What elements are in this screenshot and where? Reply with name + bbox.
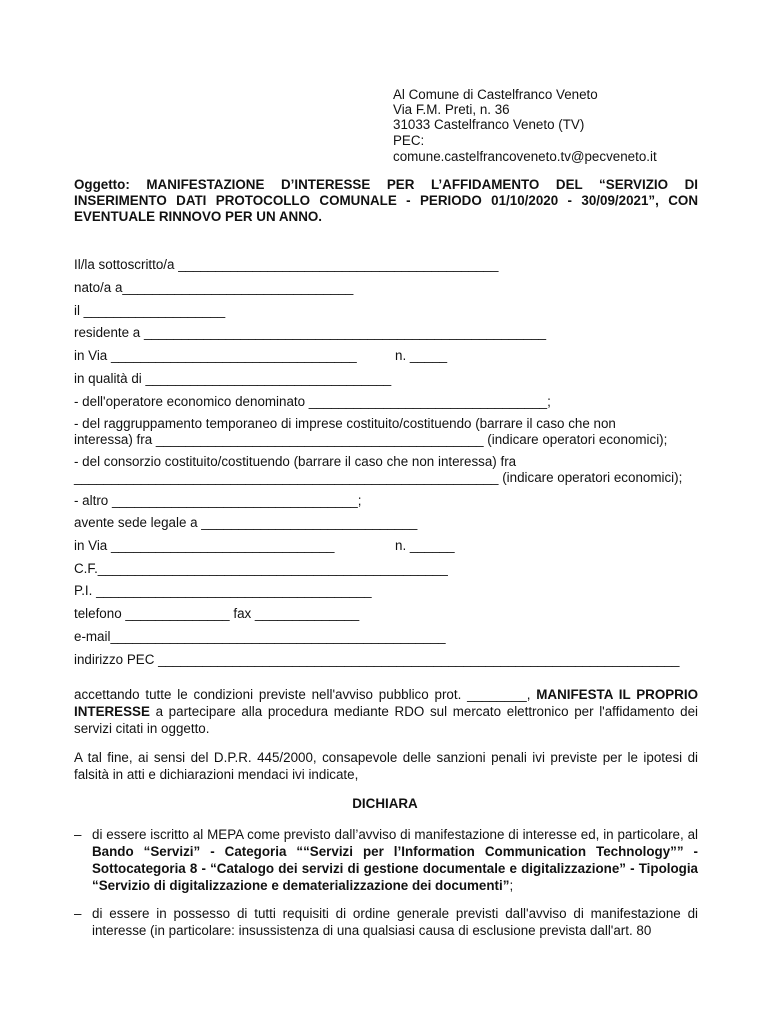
paragraph-a-tal-fine: A tal fine, ai sensi del D.P.R. 445/2000, consapevole delle sanzioni penali ivi previste per le ipotesi di falsità in atti e dichiarazioni mendaci ivi indicate, — [74, 750, 698, 782]
field-sede-legale: avente sede legale a _____________________________ — [74, 515, 418, 530]
field-nato: nato/a a_______________________________ — [74, 280, 354, 295]
subject-line-3: EVENTUALE RINNOVO PER UN ANNO. — [74, 209, 322, 224]
subject-line-1: Oggetto: MANIFESTAZIONE D’INTERESSE PER L’AFFIDAMENTO DEL “SERVIZIO DI — [74, 177, 698, 192]
field-qualita: in qualità di _________________________________ — [74, 371, 392, 386]
field-numero-1: n. _____ — [395, 348, 448, 363]
field-raggruppamento-2: interessa) fra ____________________________________________ (indicare operatori economici); — [74, 432, 668, 447]
accettando-text-a: accettando tutte le condizioni previste nell'avviso pubblico prot. ________, — [74, 687, 537, 702]
recipient-line-4: PEC: — [393, 133, 425, 148]
field-via-1: in Via _________________________________ — [74, 348, 357, 363]
field-partita-iva: P.I. _____________________________________ — [74, 583, 372, 598]
field-residente: residente a ______________________________________________________ — [74, 325, 547, 340]
recipient-line-5: comune.castelfrancoveneto.tv@pecveneto.it — [393, 149, 657, 164]
heading-dichiara: DICHIARA — [352, 796, 418, 811]
bullet-2: di essere in possesso di tutti requisiti di ordine generale previsti dall'avviso di manifestazione di interesse (in particolare: insussistenza di una qualsiasi causa di esclusione prevista dall'art. 80 — [92, 906, 698, 938]
paragraph-accettando — [74, 686, 698, 737]
field-il: il ___________________ — [74, 303, 226, 318]
field-consorzio-1: - del consorzio costituito/costituendo (barrare il caso che non interessa) fra — [74, 454, 517, 469]
field-altro: - altro _________________________________; — [74, 493, 362, 508]
bullet-1-text-c: ; — [509, 878, 514, 893]
bullet-1-bando: Bando “Servizi” - Categoria ““Servizi per l’Information Communication Technology”” - Sottocategoria 8 - “Catalogo dei servizi di gestione documentale e digitalizzazione” - Tipologia “Servizio di digitalizzazione e dematerializzazione dei documenti” — [92, 844, 698, 893]
field-telefono-fax: telefono ______________ fax ______________ — [74, 606, 360, 621]
field-codice-fiscale: C.F._______________________________________________ — [74, 561, 448, 576]
field-pec: indirizzo PEC ______________________________________________________________________ — [74, 652, 680, 667]
accettando-text-b: a partecipare alla procedura mediante RDO sul mercato elettronico per l'affidamento dei servizi citati in oggetto. — [74, 704, 698, 736]
bullet-1 — [92, 826, 698, 894]
recipient-line-2: Via F.M. Preti, n. 36 — [393, 102, 510, 117]
bullet-dash-1: – — [74, 827, 82, 842]
field-consorzio-2: _________________________________________________________ (indicare operatori economici); — [74, 470, 683, 485]
field-via-2: in Via ______________________________ — [74, 538, 335, 553]
subject-line-2: INSERIMENTO DATI PROTOCOLLO COMUNALE - PERIODO 01/10/2020 - 30/09/2021”, CON — [74, 193, 698, 208]
field-numero-2: n. ______ — [395, 538, 455, 553]
field-email: e-mail_____________________________________________ — [74, 629, 446, 644]
recipient-line-3: 31033 Castelfranco Veneto (TV) — [393, 117, 585, 132]
bullet-dash-2: – — [74, 906, 82, 921]
recipient-line-1: Al Comune di Castelfranco Veneto — [393, 87, 598, 102]
field-sottoscritto: Il/la sottoscritto/a ___________________________________________ — [74, 257, 499, 272]
field-operatore: - dell'operatore economico denominato ________________________________; — [74, 394, 551, 409]
bullet-1-text-a: di essere iscritto al MEPA come previsto dall’avviso di manifestazione di interesse ed, in particolare, al — [92, 827, 698, 842]
field-raggruppamento-1: - del raggruppamento temporaneo di imprese costituito/costituendo (barrare il caso che non — [74, 416, 616, 431]
manifesta-interesse: MANIFESTA IL PROPRIO INTERESSE — [74, 687, 698, 719]
